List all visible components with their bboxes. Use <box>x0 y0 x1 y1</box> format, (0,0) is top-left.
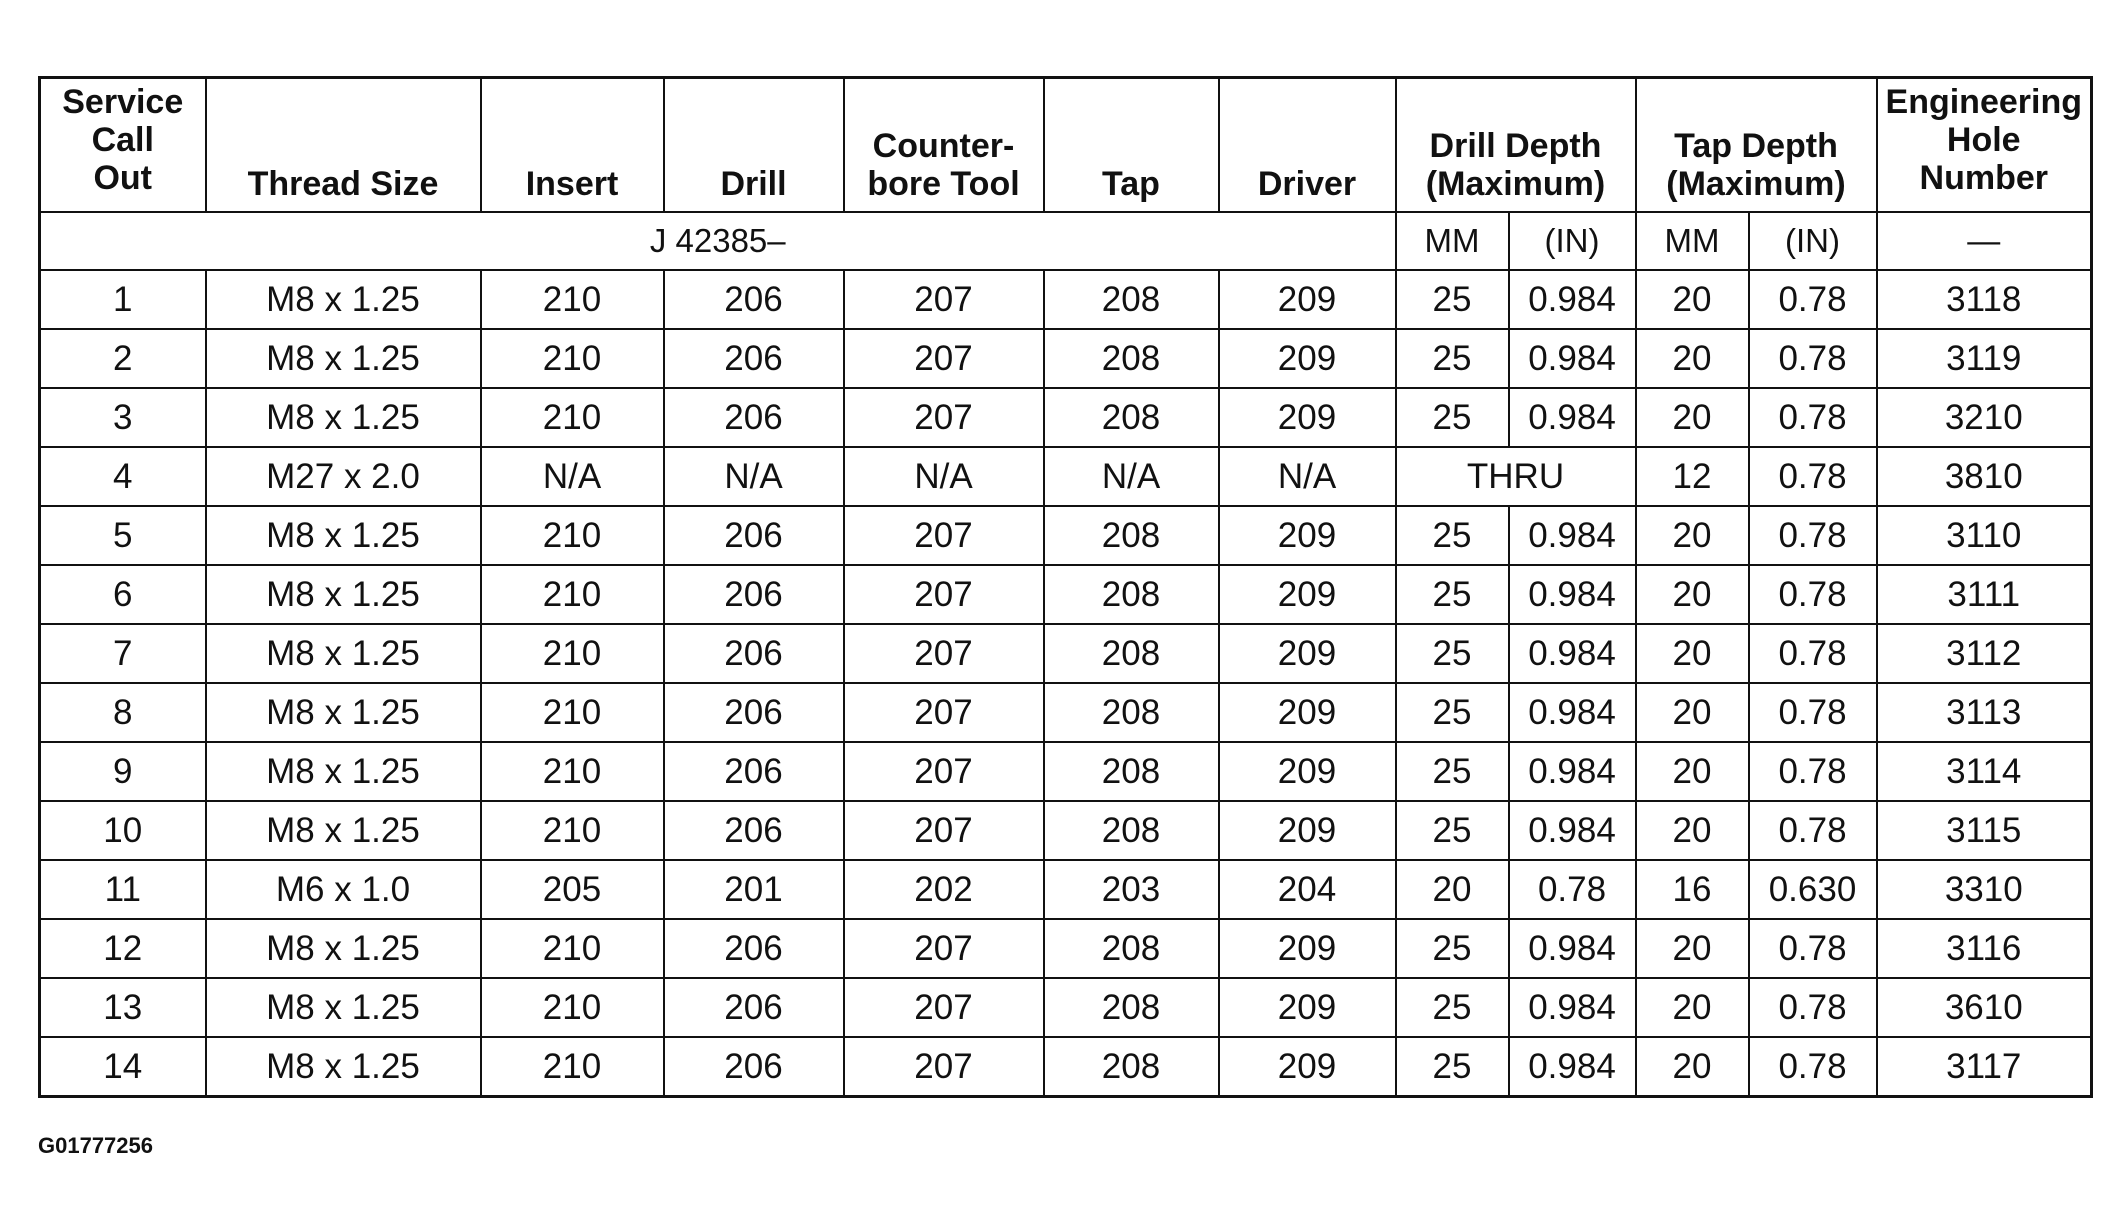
cell-drill: 201 <box>664 860 844 919</box>
tool-prefix: J 42385– <box>40 212 1396 270</box>
table-row <box>40 506 2092 565</box>
cell-tap-depth-mm: 20 <box>1636 801 1749 860</box>
cell-counterbore-tool: N/A <box>844 447 1044 506</box>
cell-drill-depth-in: 0.78 <box>1509 860 1636 919</box>
table-row <box>40 447 2092 506</box>
cell-counterbore-tool: 207 <box>844 388 1044 447</box>
cell-drill-depth-mm: 20 <box>1396 860 1509 919</box>
cell-tap-depth-in: 0.78 <box>1749 978 1877 1037</box>
cell-drill: N/A <box>664 447 844 506</box>
cell-drill: 206 <box>664 801 844 860</box>
cell-insert: 210 <box>481 506 664 565</box>
cell-drill-depth-mm: 25 <box>1396 506 1509 565</box>
cell-driver: 209 <box>1219 329 1396 388</box>
table-row <box>40 683 2092 742</box>
cell-tap-depth-in: 0.78 <box>1749 565 1877 624</box>
cell-tap: 208 <box>1044 270 1219 329</box>
cell-call-out: 14 <box>40 1037 206 1097</box>
cell-tap-depth-mm: 20 <box>1636 978 1749 1037</box>
cell-drill-depth-in: 0.984 <box>1509 683 1636 742</box>
cell-engineering-hole-number: 3310 <box>1877 860 2092 919</box>
cell-tap-depth-mm: 20 <box>1636 506 1749 565</box>
cell-insert: 210 <box>481 624 664 683</box>
cell-tap: 208 <box>1044 388 1219 447</box>
cell-counterbore-tool: 207 <box>844 742 1044 801</box>
cell-drill: 206 <box>664 388 844 447</box>
cell-drill-depth-in: 0.984 <box>1509 919 1636 978</box>
cell-counterbore-tool: 207 <box>844 683 1044 742</box>
cell-counterbore-tool: 207 <box>844 270 1044 329</box>
cell-drill-depth-mm: 25 <box>1396 565 1509 624</box>
figure-id: G01777256 <box>38 1133 153 1158</box>
table-row <box>40 624 2092 683</box>
tap-in-unit: (IN) <box>1749 212 1877 270</box>
cell-tap: 208 <box>1044 506 1219 565</box>
cell-drill-depth-in: 0.984 <box>1509 506 1636 565</box>
header-engineering-hole-number: Engineering Hole Number <box>1877 78 2092 213</box>
header-service-call-out: Service Call Out <box>40 78 206 213</box>
table-row <box>40 860 2092 919</box>
cell-drill-depth-in: 0.984 <box>1509 329 1636 388</box>
cell-call-out: 9 <box>40 742 206 801</box>
cell-call-out: 2 <box>40 329 206 388</box>
cell-drill-depth-in: 0.984 <box>1509 270 1636 329</box>
cell-tap: 208 <box>1044 624 1219 683</box>
cell-driver: 209 <box>1219 1037 1396 1097</box>
cell-tap-depth-mm: 20 <box>1636 329 1749 388</box>
cell-counterbore-tool: 207 <box>844 565 1044 624</box>
cell-tap: 208 <box>1044 565 1219 624</box>
cell-tap-depth-mm: 20 <box>1636 388 1749 447</box>
cell-engineering-hole-number: 3117 <box>1877 1037 2092 1097</box>
header-thread-size: Thread Size <box>206 78 481 213</box>
cell-driver: 209 <box>1219 742 1396 801</box>
cell-tap-depth-mm: 20 <box>1636 624 1749 683</box>
cell-drill: 206 <box>664 919 844 978</box>
cell-tap: 208 <box>1044 801 1219 860</box>
cell-insert: 210 <box>481 978 664 1037</box>
cell-drill-depth-mm: 25 <box>1396 1037 1509 1097</box>
cell-tap-depth-in: 0.78 <box>1749 683 1877 742</box>
cell-tap-depth-in: 0.78 <box>1749 624 1877 683</box>
cell-drill-depth-mm: 25 <box>1396 919 1509 978</box>
header-drill-depth: Drill Depth (Maximum) <box>1396 78 1636 213</box>
cell-counterbore-tool: 207 <box>844 1037 1044 1097</box>
cell-tap-depth-in: 0.78 <box>1749 506 1877 565</box>
cell-tap-depth-in: 0.78 <box>1749 447 1877 506</box>
table-row <box>40 919 2092 978</box>
cell-drill-depth-mm: 25 <box>1396 329 1509 388</box>
cell-drill: 206 <box>664 506 844 565</box>
cell-drill-depth-mm: 25 <box>1396 683 1509 742</box>
cell-drill: 206 <box>664 1037 844 1097</box>
cell-tap: 208 <box>1044 919 1219 978</box>
cell-drill-depth-in: 0.984 <box>1509 565 1636 624</box>
cell-engineering-hole-number: 3610 <box>1877 978 2092 1037</box>
cell-drill-depth-thru: THRU <box>1396 447 1636 506</box>
cell-counterbore-tool: 202 <box>844 860 1044 919</box>
cell-drill: 206 <box>664 978 844 1037</box>
cell-thread-size: M8 x 1.25 <box>206 388 481 447</box>
cell-engineering-hole-number: 3210 <box>1877 388 2092 447</box>
cell-engineering-hole-number: 3111 <box>1877 565 2092 624</box>
cell-insert: N/A <box>481 447 664 506</box>
cell-counterbore-tool: 207 <box>844 329 1044 388</box>
cell-tap-depth-in: 0.78 <box>1749 801 1877 860</box>
cell-counterbore-tool: 207 <box>844 919 1044 978</box>
cell-tap-depth-in: 0.78 <box>1749 329 1877 388</box>
cell-engineering-hole-number: 3118 <box>1877 270 2092 329</box>
cell-tap-depth-mm: 20 <box>1636 742 1749 801</box>
cell-insert: 210 <box>481 388 664 447</box>
cell-drill-depth-in: 0.984 <box>1509 388 1636 447</box>
cell-thread-size: M8 x 1.25 <box>206 270 481 329</box>
cell-tap-depth-in: 0.78 <box>1749 1037 1877 1097</box>
cell-driver: 209 <box>1219 978 1396 1037</box>
cell-insert: 210 <box>481 329 664 388</box>
cell-thread-size: M8 x 1.25 <box>206 742 481 801</box>
tap-mm-unit: MM <box>1636 212 1749 270</box>
table-row <box>40 329 2092 388</box>
cell-engineering-hole-number: 3115 <box>1877 801 2092 860</box>
cell-tap-depth-in: 0.78 <box>1749 388 1877 447</box>
cell-drill-depth-in: 0.984 <box>1509 1037 1636 1097</box>
cell-call-out: 4 <box>40 447 206 506</box>
cell-call-out: 5 <box>40 506 206 565</box>
cell-tap-depth-mm: 20 <box>1636 683 1749 742</box>
cell-tap: 208 <box>1044 1037 1219 1097</box>
cell-tap: 208 <box>1044 329 1219 388</box>
cell-insert: 210 <box>481 565 664 624</box>
cell-call-out: 11 <box>40 860 206 919</box>
cell-engineering-hole-number: 3810 <box>1877 447 2092 506</box>
spec-table <box>38 76 2093 1098</box>
cell-drill-depth-mm: 25 <box>1396 624 1509 683</box>
cell-driver: 209 <box>1219 270 1396 329</box>
cell-driver: 209 <box>1219 919 1396 978</box>
table-row <box>40 565 2092 624</box>
cell-call-out: 13 <box>40 978 206 1037</box>
cell-drill: 206 <box>664 683 844 742</box>
cell-drill-depth-mm: 25 <box>1396 388 1509 447</box>
cell-counterbore-tool: 207 <box>844 801 1044 860</box>
cell-drill: 206 <box>664 270 844 329</box>
cell-insert: 205 <box>481 860 664 919</box>
header-row <box>40 78 2092 213</box>
cell-insert: 210 <box>481 270 664 329</box>
table-row <box>40 742 2092 801</box>
cell-driver: 209 <box>1219 683 1396 742</box>
table-row <box>40 801 2092 860</box>
drill-in-unit: (IN) <box>1509 212 1636 270</box>
cell-thread-size: M8 x 1.25 <box>206 1037 481 1097</box>
cell-engineering-hole-number: 3119 <box>1877 329 2092 388</box>
cell-tap-depth-in: 0.78 <box>1749 919 1877 978</box>
subheader-row <box>40 212 2092 270</box>
cell-thread-size: M27 x 2.0 <box>206 447 481 506</box>
cell-drill: 206 <box>664 742 844 801</box>
table-row <box>40 270 2092 329</box>
cell-drill-depth-mm: 25 <box>1396 270 1509 329</box>
cell-thread-size: M8 x 1.25 <box>206 506 481 565</box>
cell-thread-size: M8 x 1.25 <box>206 801 481 860</box>
header-driver: Driver <box>1219 78 1396 213</box>
cell-tap-depth-mm: 20 <box>1636 919 1749 978</box>
cell-thread-size: M8 x 1.25 <box>206 978 481 1037</box>
cell-drill: 206 <box>664 624 844 683</box>
cell-driver: 209 <box>1219 506 1396 565</box>
header-tap-depth: Tap Depth (Maximum) <box>1636 78 1877 213</box>
cell-driver: 204 <box>1219 860 1396 919</box>
cell-engineering-hole-number: 3113 <box>1877 683 2092 742</box>
cell-thread-size: M8 x 1.25 <box>206 565 481 624</box>
header-counterbore-tool: Counter- bore Tool <box>844 78 1044 213</box>
cell-call-out: 7 <box>40 624 206 683</box>
cell-drill: 206 <box>664 329 844 388</box>
cell-drill-depth-mm: 25 <box>1396 801 1509 860</box>
cell-tap: 208 <box>1044 742 1219 801</box>
table-row <box>40 388 2092 447</box>
cell-insert: 210 <box>481 801 664 860</box>
cell-drill: 206 <box>664 565 844 624</box>
cell-thread-size: M8 x 1.25 <box>206 624 481 683</box>
cell-driver: 209 <box>1219 624 1396 683</box>
header-insert: Insert <box>481 78 664 213</box>
cell-counterbore-tool: 207 <box>844 978 1044 1037</box>
header-drill: Drill <box>664 78 844 213</box>
table-row <box>40 978 2092 1037</box>
cell-call-out: 10 <box>40 801 206 860</box>
cell-drill-depth-in: 0.984 <box>1509 624 1636 683</box>
cell-call-out: 8 <box>40 683 206 742</box>
cell-insert: 210 <box>481 1037 664 1097</box>
cell-tap: 203 <box>1044 860 1219 919</box>
cell-insert: 210 <box>481 742 664 801</box>
cell-driver: N/A <box>1219 447 1396 506</box>
cell-tap-depth-mm: 20 <box>1636 565 1749 624</box>
cell-driver: 209 <box>1219 388 1396 447</box>
cell-engineering-hole-number: 3110 <box>1877 506 2092 565</box>
cell-engineering-hole-number: 3114 <box>1877 742 2092 801</box>
cell-tap: N/A <box>1044 447 1219 506</box>
cell-tap-depth-mm: 16 <box>1636 860 1749 919</box>
header-tap: Tap <box>1044 78 1219 213</box>
cell-call-out: 12 <box>40 919 206 978</box>
cell-counterbore-tool: 207 <box>844 506 1044 565</box>
cell-thread-size: M8 x 1.25 <box>206 919 481 978</box>
hole-dash: — <box>1877 212 2092 270</box>
cell-thread-size: M8 x 1.25 <box>206 329 481 388</box>
cell-thread-size: M8 x 1.25 <box>206 683 481 742</box>
cell-tap-depth-mm: 20 <box>1636 270 1749 329</box>
cell-tap: 208 <box>1044 978 1219 1037</box>
cell-thread-size: M6 x 1.0 <box>206 860 481 919</box>
cell-drill-depth-mm: 25 <box>1396 978 1509 1037</box>
cell-drill-depth-in: 0.984 <box>1509 978 1636 1037</box>
cell-insert: 210 <box>481 683 664 742</box>
table-row <box>40 1037 2092 1097</box>
cell-insert: 210 <box>481 919 664 978</box>
cell-drill-depth-in: 0.984 <box>1509 801 1636 860</box>
cell-call-out: 6 <box>40 565 206 624</box>
table-body <box>40 212 2092 1097</box>
cell-engineering-hole-number: 3116 <box>1877 919 2092 978</box>
cell-tap-depth-in: 0.630 <box>1749 860 1877 919</box>
cell-call-out: 1 <box>40 270 206 329</box>
cell-counterbore-tool: 207 <box>844 624 1044 683</box>
cell-drill-depth-in: 0.984 <box>1509 742 1636 801</box>
cell-driver: 209 <box>1219 565 1396 624</box>
cell-tap-depth-in: 0.78 <box>1749 270 1877 329</box>
drill-mm-unit: MM <box>1396 212 1509 270</box>
cell-tap-depth-mm: 12 <box>1636 447 1749 506</box>
cell-call-out: 3 <box>40 388 206 447</box>
cell-engineering-hole-number: 3112 <box>1877 624 2092 683</box>
cell-tap-depth-in: 0.78 <box>1749 742 1877 801</box>
cell-tap-depth-mm: 20 <box>1636 1037 1749 1097</box>
cell-driver: 209 <box>1219 801 1396 860</box>
cell-drill-depth-mm: 25 <box>1396 742 1509 801</box>
cell-tap: 208 <box>1044 683 1219 742</box>
